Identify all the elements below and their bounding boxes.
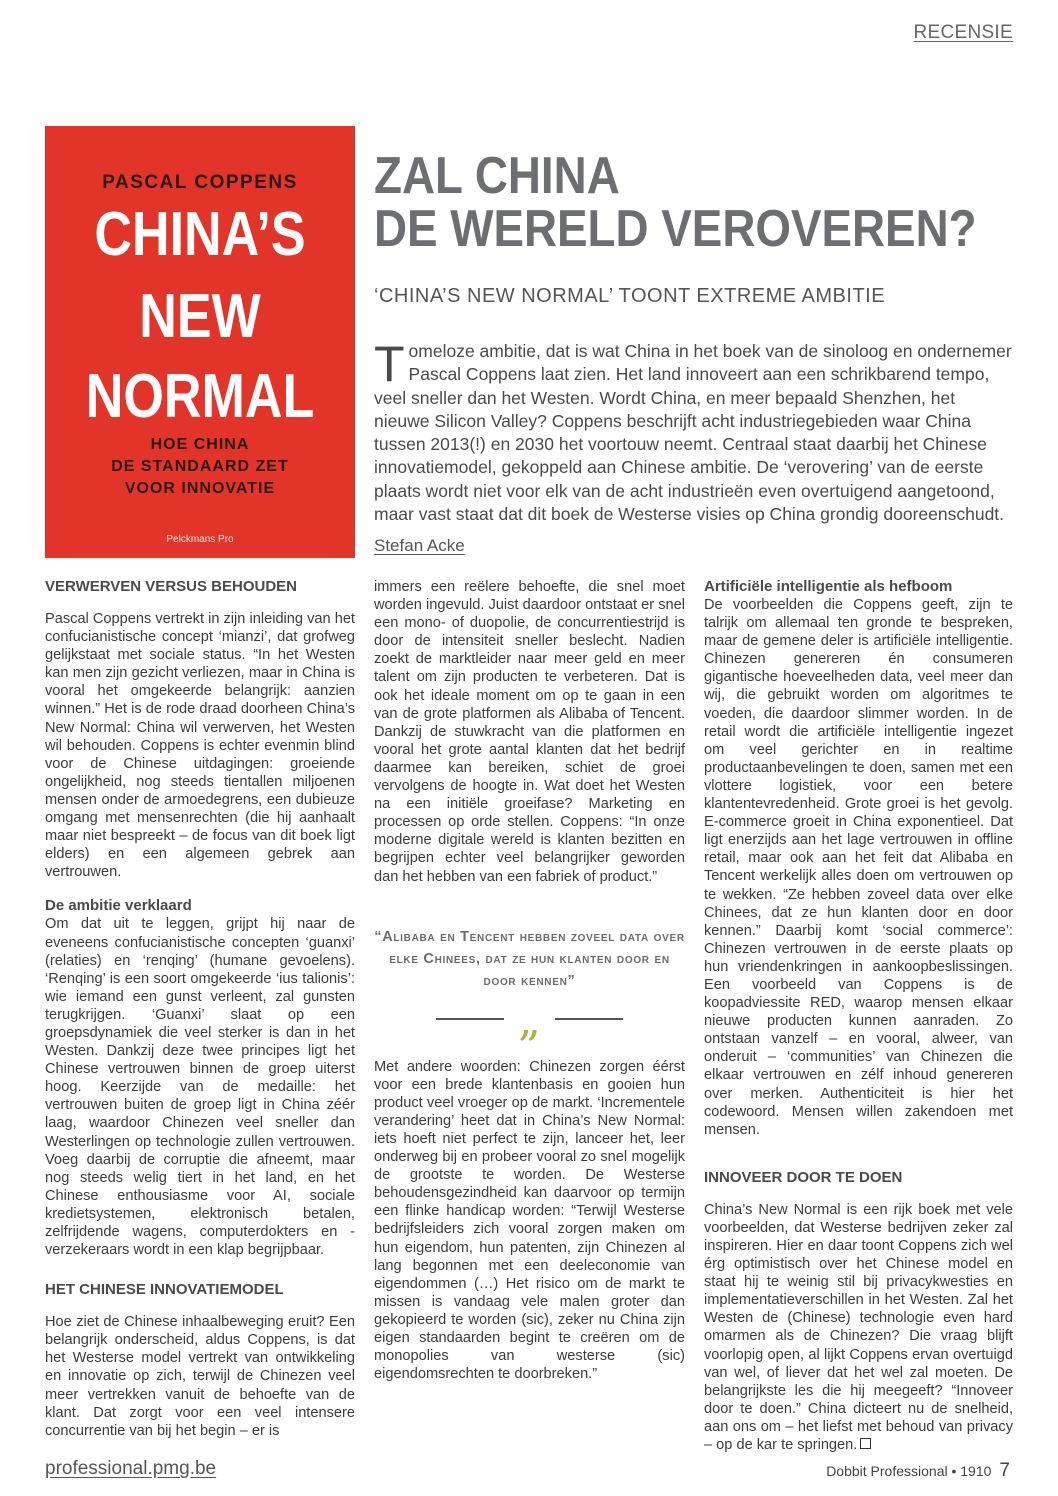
column-3 bbox=[704, 578, 1013, 1454]
pull-quote-rule bbox=[374, 994, 685, 1046]
cover-publisher: Pelckmans Pro bbox=[166, 534, 234, 545]
paragraph: Pascal Coppens vertrekt in zijn inleiding van het confucianistische concept ‘mianzi’, dat grofweg gelijkstaat met sociale status. “In het Westen kan men zijn gezicht verliezen, maar in China is vooral het omgekeerde belangrijk: aanzien winnen.” Het is de rode draad doorheen China’s New Normal: China wil verwerven, het Westen wil behouden. Coppens is echter evenmin blind voor de Chinese uitdagingen: groeiende ongelijkheid, nog steeds tientallen miljoenen mensen onder de armoedegrens, een dubieuze omgang met mensenrechten (die hij aanhaalt maar niet bespreekt – de focus van dit boek ligt elders) en een algemeen gebrek aan vertrouwen. bbox=[45, 611, 355, 881]
column-2 bbox=[374, 578, 685, 1383]
rule-line bbox=[555, 1018, 623, 1020]
article-subtitle: ‘CHINA’S NEW NORMAL’ TOONT EXTREME AMBITIE bbox=[374, 285, 886, 307]
article-intro bbox=[374, 336, 1014, 526]
section-heading: VERWERVEN VERSUS BEHOUDEN bbox=[45, 578, 297, 595]
rule-line bbox=[436, 1018, 504, 1020]
paragraph: Met andere woorden: Chinezen zorgen éérst voor een brede klantenbasis en gooien hun product veel vroeger op de markt. ‘Incrementele verandering’ heet dat in China’s New Normal: iets hoeft niet perfect te zijn, lanceer het, leer onderweg bij en probeer vooral zo snel mogelijk de grootste te worden. De Westerse behoudensgezindheid kan daarvoor op termijn een flinke handicap worden: “Terwijl Westerse bedrijfsleiders zich vooral zorgen maken om hun eigendom, hun patenten, zijn Chinezen al lang begonnen met een deeleconomie van eigendommen (…) Het risico om de markt te missen is vandaag vele malen groter dan gekopieerd te worden (sic), zeker nu China zijn eigen standaarden begint te creëren om de monopolies van westerse (sic) eigendomsrechten te doorbreken.” bbox=[374, 1058, 685, 1383]
section-label: RECENSIE bbox=[913, 22, 1013, 43]
cover-subtitle-line: DE STANDAARD ZET bbox=[111, 458, 289, 475]
paragraph: Hoe ziet de Chinese inhaalbeweging eruit? Een belangrijk onderscheid, aldus Coppens, is dat het Westerse model vertrekt van ontwikkeling en innovatie op zich, terwijl de Chinezen veel meer vertrekken vanuit de behoefte van de klant. Dat zorgt voor een veel intensere concurrentie van bij het begin – er is bbox=[45, 1314, 355, 1439]
issue-label: Dobbit Professional • 1910 bbox=[826, 1463, 992, 1479]
page-number: 7 bbox=[999, 1460, 1010, 1481]
footer-info bbox=[826, 1460, 1010, 1482]
cover-subtitle-line: HOE CHINA bbox=[150, 436, 250, 453]
article-title bbox=[374, 147, 977, 258]
cover-author: PASCAL COPPENS bbox=[102, 172, 298, 193]
paragraph: De voorbeelden die Coppens geeft, zijn te talrijk om allemaal ten gronde te bespreken, maar de gemene deler is artificiële intelligentie. Chinezen genereren én consumeren gigantische hoeveelheden data, veel meer dan wij, die gebruikt worden om algoritmes te voeden, die daardoor slimmer worden. In de retail wordt die artificiële intelligentie ingezet om veel gerichter en in realtime productaanbevelingen te doen, samen met een vlottere logistiek, voor een betere klantentevredenheid. Grote groei is het gevolg. E-commerce groeit in China exponentieel. Dat ligt enerzijds aan het lage vertrouwen in offline retail, maar ook aan het feit dat Alibaba en Tencent werkelijk alles doen om vertrouwen op te wekken. “Ze hebben zoveel data over elke Chinees, dat ze hun klanten door en door kennen.” Daarbij komt ‘social commerce’: Chinezen vertrouwen in de eerste plaats op hun vriendenkringen in aankoopbeslissingen. Een voorbeeld van Coppens is de koopadviessite RED, waarop mensen elkaar nieuwe producten kunnen aanraden. Zo ontstaan vanzelf – en vooral, alweer, van onderuit – ‘communities’ van Chinezen die elkaar vertrouwen en zélf inhoud genereren over merken. Authenticiteit is hier het codewoord. Mensen willen zakendoen met mensen. bbox=[704, 597, 1013, 1138]
article-title-line: DE WERELD VEROVEREN? bbox=[374, 200, 977, 258]
end-mark-icon bbox=[860, 1438, 871, 1449]
paragraph: immers een reëlere behoefte, die snel moet worden ingevuld. Juist daardoor ontstaat er snel een mono- of duopolie, de concurrentiestrijd is door de intensiteit sneller beslecht. Nadien zoekt de marktleider naar meer geld en meer talent om zijn producten te verbeteren. Dat is ook het ideale moment om op te gaan in een van de grote platformen als Alibaba of Tencent. Dankzij de stuwkracht van die platformen en vooral het grote aantal klanten dat het bedrijf daarmee kan bereiken, schiet de groei vervolgens de hoogte in. Wat doet het Westen na een initiële groeifase? Marketing en processen op orde stellen. Coppens: “In onze moderne digitale wereld is klanten bezitten en begrijpen echter veel belangrijker geworden dan het hebben van een fabriek of product.” bbox=[374, 579, 685, 885]
cover-subtitle-line: VOOR INNOVATIE bbox=[124, 480, 276, 497]
byline[interactable]: Stefan Acke bbox=[374, 536, 465, 555]
cover-title-line: NORMAL bbox=[85, 362, 315, 431]
paragraph bbox=[704, 1201, 1013, 1454]
paragraph-text: China’s New Normal is een rijk boek met vele voorbeelden, dat Westerse bedrijven zeker zal inspireren. Hier en daar toont Coppens zich wel érg optimistisch over het Chinese model en staat hij te weinig stil bij privacykwesties en implementatieverschillen in het Westen. Zal het Westen de (Chinese) technologie even hard omarmen als de Chinezen? Die vraag blijft voorlopig open, al lijkt Coppens ervan overtuigd van wel, of liever dat het wel zal moeten. De belangrijkste les die hij meegeeft? “Innoveer door te doen.” China dicteert nu de snelheid, aan ons om – het liefst met behoud van privacy – op de kar te springen. bbox=[704, 1201, 1013, 1454]
cover-title-line: NEW bbox=[139, 282, 261, 351]
column-1 bbox=[45, 578, 355, 1440]
section-heading: Artificiële intelligentie als hefboom bbox=[704, 578, 953, 595]
drop-cap: T bbox=[374, 336, 405, 392]
cover-title-line: CHINA’S bbox=[94, 200, 306, 269]
paragraph: Om dat uit te leggen, grijpt hij naar de eveneens confucianistische concepten ‘guanxi’ (relaties) en ‘renqing’ (humane gevoelens). ‘Renqing’ is een soort omgekeerde ‘ius talionis’: wie iemand een gunst verleent, zal gunsten terugkrijgen. ‘Guanxi’ slaat op een groepsdynamiek die veel sterker is dan in het Westen. Dankzij deze twee principes ligt het Chinese vertrouwen binnen de groep uiterst hoog. Keerzijde van de medaille: het vertrouwen buiten de groep ligt in China zéér laag, waardoor Chinezen veel sneller dan Westerlingen op technologie zullen vertrouwen. Voeg daarbij de corruptie die afneemt, maar nog steeds welig tiert in het land, en het Chinese enthousiasme voor AI, sociale kredietsystemen, elektronisch betalen, zelfrijdende wagens, computerdokters en -verzekeraars wordt in een klap begrijpbaar. bbox=[45, 916, 355, 1259]
quote-mark-icon: „ bbox=[518, 994, 541, 1046]
section-heading: De ambitie verklaard bbox=[45, 897, 192, 915]
website-link[interactable]: professional.pmg.be bbox=[45, 1458, 217, 1479]
article-title-line: ZAL CHINA bbox=[374, 147, 620, 205]
book-cover bbox=[45, 126, 355, 558]
section-heading: INNOVEER DOOR TE DOEN bbox=[704, 1168, 903, 1186]
intro-text: omeloze ambitie, dat is wat China in het boek van de sinoloog en ondernemer Pascal Coppens laat zien. Het land innoveert aan een schrikbarend tempo, veel sneller dan het Westen. Wordt China, en meer bepaald Shenzhen, het nieuwe Silicon Valley? Coppens beschrijft acht industriegebieden waar China tussen 2013(!) en 2030 het voortouw neemt. Centraal staat daarbij het Chinese innovatiemodel, gekoppeld aan Chinese ambitie. De ‘verovering’ van de eerste plaats wordt niet voor elk van de acht industrieën even overtuigend aangetoond, maar vast staat dat dit boek de Westerse visies op China grondig dooreenschudt. bbox=[374, 341, 1012, 525]
pull-quote: “Alibaba en Tencent hebben zoveel data over elke Chinees, dat ze hun klanten door en door kennen” bbox=[374, 928, 685, 989]
section-heading: HET CHINESE INNOVATIEMODEL bbox=[45, 1281, 284, 1299]
